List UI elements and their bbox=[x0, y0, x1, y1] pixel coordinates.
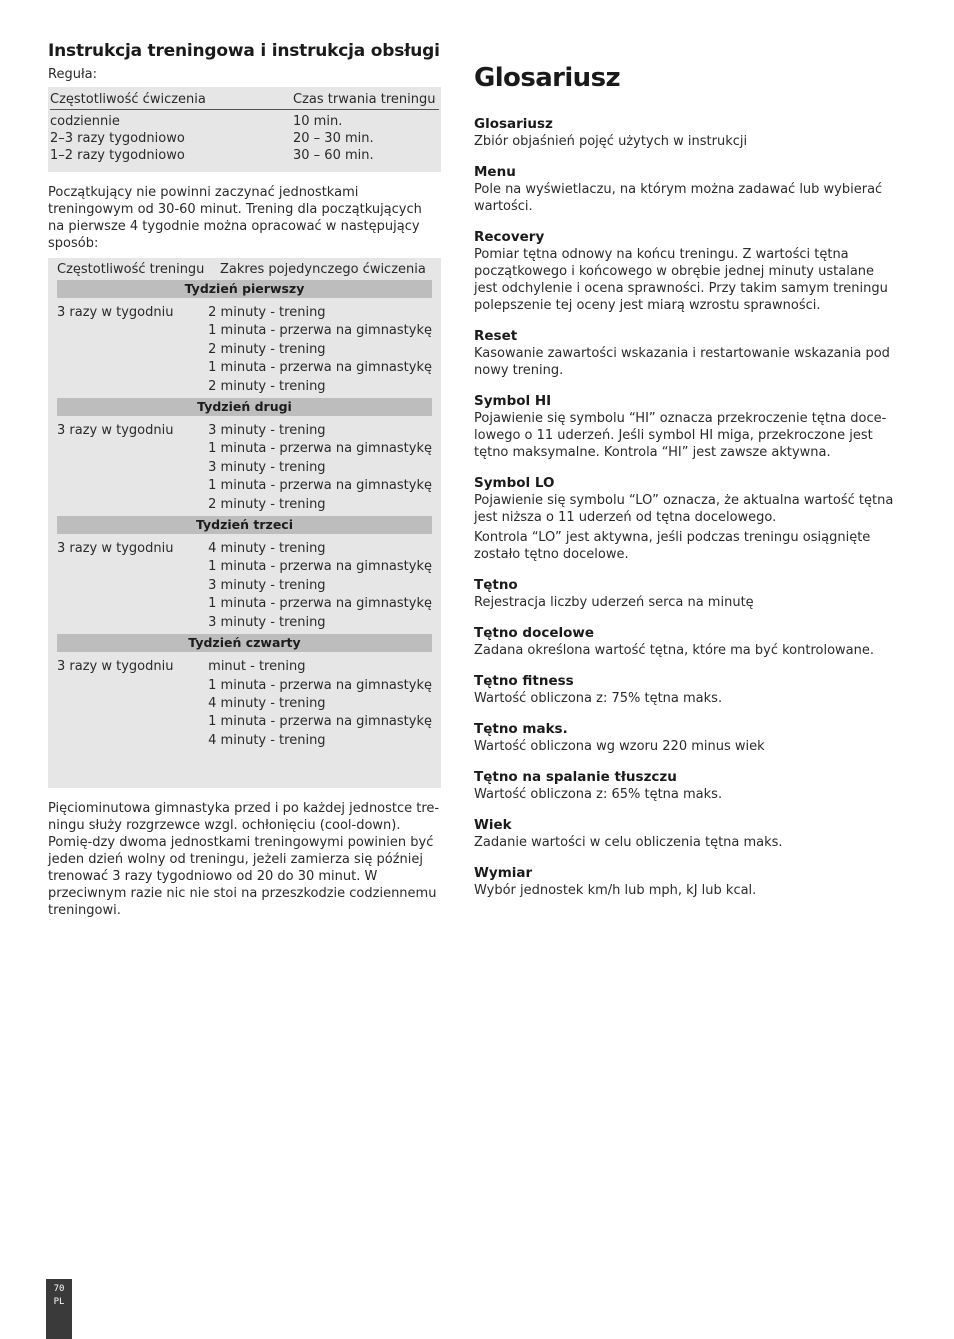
week-heading: Tydzień czwarty bbox=[57, 634, 432, 652]
week-row bbox=[57, 304, 432, 396]
schedule-line: 2 minuty - trening bbox=[208, 341, 326, 357]
week-heading: Tydzień drugi bbox=[57, 398, 432, 416]
glossary-entry bbox=[474, 115, 894, 150]
column-header: Częstotliwość treningu bbox=[57, 262, 205, 277]
term-name: Wymiar bbox=[474, 865, 533, 881]
glossary-column bbox=[474, 62, 894, 899]
schedule-line: 4 minuty - trening bbox=[208, 732, 326, 748]
week-frequency: 3 razy w tygodniu bbox=[57, 305, 174, 320]
table-cell: 20 – 30 min. bbox=[293, 131, 374, 146]
glossary-entry bbox=[474, 327, 894, 379]
glossary-entry bbox=[474, 624, 894, 659]
frequency-table bbox=[48, 87, 441, 172]
term-definition: Zbiór objaśnień pojęć użytych w instrukcji bbox=[474, 134, 748, 149]
week-schedule bbox=[208, 540, 432, 632]
glossary-entry bbox=[474, 392, 894, 461]
glossary-entry bbox=[474, 768, 894, 803]
term-definition: Rejestracja liczby uderzeń serca na minutę bbox=[474, 595, 754, 610]
term-name: Tętno bbox=[474, 577, 518, 593]
schedule-line: 4 minuty - trening bbox=[208, 541, 326, 557]
table-header-row bbox=[50, 91, 439, 110]
term-definition: Zadanie wartości w celu obliczenia tętna maks. bbox=[474, 835, 783, 850]
table-cell: codziennie bbox=[50, 114, 120, 129]
term-definition: Wybór jednostek km/h lub mph, kJ lub kcal. bbox=[474, 883, 757, 898]
schedule-line: 3 minuty - trening bbox=[208, 577, 326, 593]
week-schedule bbox=[208, 422, 432, 514]
column-header: Zakres pojedynczego ćwiczenia bbox=[220, 262, 426, 277]
week-frequency: 3 razy w tygodniu bbox=[57, 423, 174, 439]
schedule-line: 1 minuta - przerwa na gimnastykę bbox=[208, 714, 432, 730]
glossary-entry bbox=[474, 816, 894, 851]
schedule-line: 3 minuty - trening bbox=[208, 614, 326, 630]
column-header: Czas trwania treningu bbox=[293, 92, 436, 107]
term-definition: Zadana określona wartość tętna, które ma być kontrolowane. bbox=[474, 643, 875, 658]
table-row bbox=[50, 113, 439, 130]
term-definition: Pomiar tętna odnowy na końcu treningu. Z wartości tętna początkowego i końcowego w obrębie jednej minuty ustalane jest odchylenie i ocena sprawności. Przy takim samym treningu polepszenie tej oceny jest miarą wzrostu sprawności. bbox=[474, 247, 888, 313]
schedule-line: 2 minuty - trening bbox=[208, 496, 326, 512]
glossary-entry bbox=[474, 576, 894, 611]
table-cell: 1–2 razy tygodniowo bbox=[50, 148, 185, 163]
term-name: Glosariusz bbox=[474, 116, 553, 132]
schedule-line: 1 minuta - przerwa na gimnastykę bbox=[208, 677, 432, 693]
warmup-paragraph: Pięciominutowa gimnastyka przed i po każdej jednostce tre-ningu służy rozgrzewce wzgl. ochłonięciu (cool-down). Pomię-dzy dwoma jednostkami treningowymi powinien być jeden dzień wolny od treningu, jeżeli zamierza się później trenować 3 razy tygodniowo od 20 do 30 minut. W przeciwnym razie nic nie stoi na przeszkodzie codziennemu treningowi. bbox=[48, 801, 440, 919]
schedule-line: 1 minuta - przerwa na gimnastykę bbox=[208, 360, 432, 376]
rule-label: Reguła: bbox=[48, 67, 97, 82]
week-row bbox=[57, 658, 432, 750]
schedule-line: minut - trening bbox=[208, 659, 306, 675]
week-heading: Tydzień trzeci bbox=[57, 516, 432, 534]
glossary-entry bbox=[474, 228, 894, 314]
page-number: 70 bbox=[53, 1284, 65, 1294]
week-schedule bbox=[208, 304, 432, 396]
week-row bbox=[57, 422, 432, 514]
schedule-line: 1 minuta - przerwa na gimnastykę bbox=[208, 478, 432, 494]
left-column bbox=[48, 40, 441, 919]
term-definition: Kasowanie zawartości wskazania i restartowanie wskazania pod nowy trening. bbox=[474, 346, 890, 378]
glossary-entry bbox=[474, 672, 894, 707]
table-row bbox=[50, 130, 439, 147]
schedule-line: 2 minuty - trening bbox=[208, 305, 326, 320]
term-name: Reset bbox=[474, 328, 518, 344]
schedule-line: 1 minuta - przerwa na gimnastykę bbox=[208, 559, 432, 575]
week-heading: Tydzień pierwszy bbox=[57, 280, 432, 298]
schedule-line: 1 minuta - przerwa na gimnastykę bbox=[208, 323, 432, 339]
week-frequency: 3 razy w tygodniu bbox=[57, 659, 174, 675]
schedule-line: 1 minuta - przerwa na gimnastykę bbox=[208, 441, 432, 457]
term-definition: Wartość obliczona z: 65% tętna maks. bbox=[474, 787, 723, 802]
language-code: PL bbox=[53, 1297, 65, 1307]
table-cell: 2–3 razy tygodniowo bbox=[50, 131, 185, 146]
term-name: Tętno fitness bbox=[474, 673, 574, 689]
week-frequency: 3 razy w tygodniu bbox=[57, 541, 174, 557]
term-definition: Wartość obliczona wg wzoru 220 minus wiek bbox=[474, 739, 765, 754]
term-definition: Pojawienie się symbolu “LO” oznacza, że aktualna wartość tętna jest niższa o 11 uderzeń od tętna docelowego. bbox=[474, 493, 894, 525]
table-cell: 10 min. bbox=[293, 114, 343, 129]
page-number-tab bbox=[46, 1279, 72, 1339]
glossary-entries bbox=[474, 115, 894, 899]
term-name: Tętno na spalanie tłuszczu bbox=[474, 769, 677, 785]
beginner-plan-table bbox=[48, 258, 441, 788]
schedule-line: 3 minuty - trening bbox=[208, 459, 326, 475]
schedule-line: 4 minuty - trening bbox=[208, 695, 326, 711]
column-header: Częstotliwość ćwiczenia bbox=[50, 92, 206, 107]
glossary-title: Glosariusz bbox=[474, 63, 620, 93]
glossary-entry bbox=[474, 864, 894, 899]
term-name: Wiek bbox=[474, 817, 512, 833]
term-definition: Pojawienie się symbolu “HI” oznacza przekroczenie tętna doce-lowego o 11 uderzeń. Jeśli symbol HI miga, przekroczone jest tętno maksymalne. Kontrola “HI” jest zawsze aktywna. bbox=[474, 411, 887, 460]
beginner-paragraph: Początkujący nie powinni zaczynać jednostkami treningowym od 30-60 minut. Trening dla początkujących na pierwsze 4 tygodnie można opracować w następujący sposób: bbox=[48, 185, 422, 251]
section-title: Instrukcja treningowa i instrukcja obsługi bbox=[48, 41, 440, 61]
term-name: Recovery bbox=[474, 229, 545, 245]
term-definition: Kontrola “LO” jest aktywna, jeśli podczas treningu osiągnięte zostało tętno docelowe. bbox=[474, 530, 871, 562]
glossary-entry bbox=[474, 163, 894, 215]
term-definition: Pole na wyświetlaczu, na którym można zadawać lub wybierać wartości. bbox=[474, 182, 883, 214]
week-row bbox=[57, 540, 432, 632]
table-header-row bbox=[57, 261, 432, 278]
term-definition: Wartość obliczona z: 75% tętna maks. bbox=[474, 691, 723, 706]
term-name: Symbol HI bbox=[474, 393, 552, 409]
term-name: Tętno docelowe bbox=[474, 625, 595, 641]
glossary-entry bbox=[474, 474, 894, 563]
term-name: Tętno maks. bbox=[474, 721, 568, 737]
schedule-line: 1 minuta - przerwa na gimnastykę bbox=[208, 596, 432, 612]
week-schedule bbox=[208, 658, 432, 750]
term-name: Symbol LO bbox=[474, 475, 555, 491]
glossary-entry bbox=[474, 720, 894, 755]
term-name: Menu bbox=[474, 164, 516, 180]
table-cell: 30 – 60 min. bbox=[293, 148, 374, 163]
schedule-line: 2 minuty - trening bbox=[208, 378, 326, 394]
schedule-line: 3 minuty - trening bbox=[208, 423, 326, 439]
table-row bbox=[50, 147, 439, 164]
